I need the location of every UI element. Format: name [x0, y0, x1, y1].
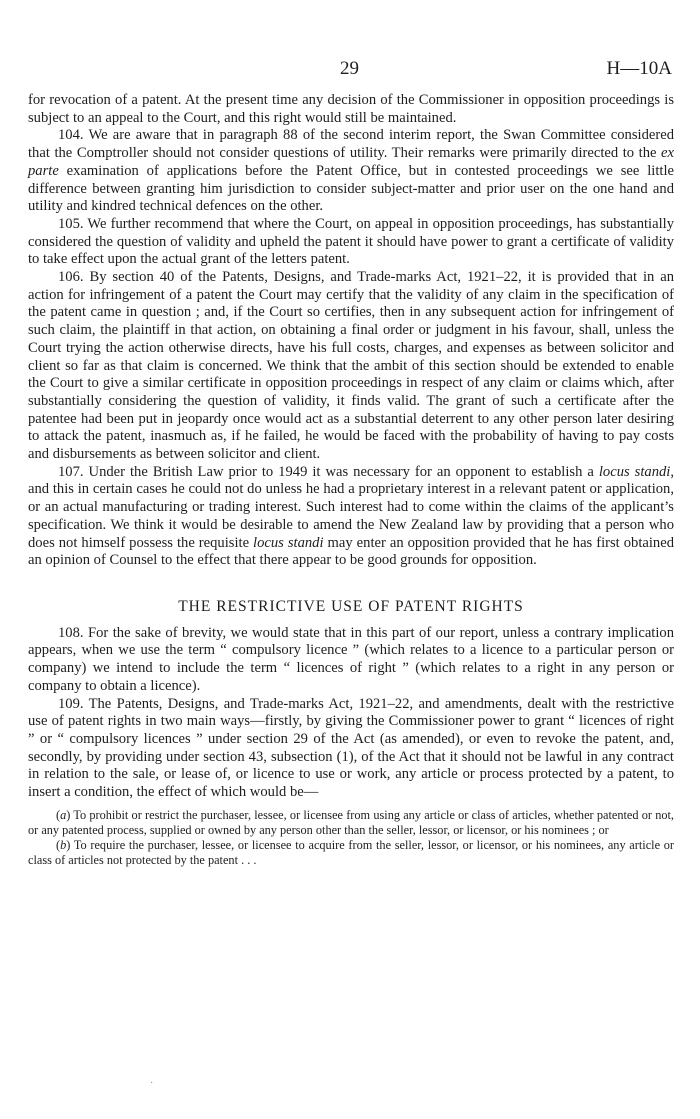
text-run: 104. We are aware that in paragraph 88 of the second interim report, the Swan Committee considered that the Comptroller should not consider questions of utility. Their remarks were primarily directed to the: [28, 127, 674, 162]
italic-text: a: [60, 807, 67, 822]
text-run: (: [56, 807, 61, 822]
text-run: 108. For the sake of brevity, we would state that in this part of our report, unless a contrary implication appears, when we use the term “ compulsory licence ” (which relates to a licence to a particular person or company) we intend to include the term “ licences of right ” (which relates to a right in any person or company to obtain a licence).: [28, 624, 674, 694]
italic-text: locus standi: [253, 534, 324, 551]
paragraph: [28, 625, 674, 696]
report-body: [28, 92, 674, 868]
contract-clauses: [28, 808, 674, 868]
italic-text: ex parte: [28, 145, 674, 179]
footer-mark: ·: [150, 1078, 154, 1089]
document-reference: H—10A: [606, 58, 672, 79]
paragraph: [28, 269, 674, 464]
italic-text: locus standi: [598, 463, 671, 480]
paragraph: [28, 464, 674, 570]
text-run: for revocation of a patent. At the present time any decision of the Commissioner in opposition proceedings is subject to an appeal to the Court, and this right would still be maintained.: [28, 92, 674, 126]
page-header: [0, 58, 700, 82]
text-run: 107. Under the British Law prior to 1949 it was necessary for an opponent to establish a: [58, 463, 599, 480]
page-number: 29: [340, 58, 359, 79]
paragraphs-before-heading: [28, 92, 674, 570]
paragraph: [28, 696, 674, 802]
text-run: examination of applications before the Patent Office, but in contested proceedings we see little difference between granting him jurisdiction to consider subject-matter and prior user on the one hand and utility and kindred technical defences on the other.: [28, 162, 674, 215]
text-run: , and this in certain cases he could not do unless he had a proprietary interest in a relevant patent or application, or an actual manufacturing or trading interest. Such interest had to come within the claims of the applicant’s specification. We think it would be desirable to amend the New Zealand law by providing that a person who does not himself possess the requisite: [28, 463, 674, 551]
text-run: 106. By section 40 of the Patents, Designs, and Trade-marks Act, 1921–22, it is provided that in an action for infringement of a patent the Court may certify that the validity of any claim in the specification of the patent came in question ; and, if the Court so certifies, then in any subsequent action for infringement of such claim, the plaintiff in that action, on obtaining a final order or judgment in his favour, shall, unless the Court trying the action otherwise directs, have his full costs, charges, and expenses as between solicitor and client so far as that claim is concerned. We think that the ambit of this section should be extended to enable the Court to give a similar certificate in opposition proceedings in respect of any claim or claims which, after substantially considering the question of validity, it finds valid. The grant of such a certificate after the patentee had been put in jeopardy once would act as a substantial deterrent to any other person later desiring to attack the patent, inasmuch as, if he failed, he would be faced with the probability of having to pay costs and disbursements as between solicitor and client.: [28, 269, 674, 463]
text-run: 105. We further recommend that where the Court, on appeal in opposition proceedings, has substantially considered the question of validity and upheld the patent it should have power to grant a certificate of validity to take effect upon the actual grant of the letters patent.: [28, 215, 674, 268]
paragraph: [28, 216, 674, 269]
paragraphs-after-heading: [28, 625, 674, 802]
clause: [28, 838, 674, 868]
text-run: ) To require the purchaser, lessee, or licensee to acquire from the seller, lessor, or licensor, or his nominees, any article or class of articles not protected by the patent . . .: [28, 837, 674, 867]
text-run: 109. The Patents, Designs, and Trade-marks Act, 1921–22, and amendments, dealt with the restrictive use of patent rights in two main ways—firstly, by giving the Commissioner power to grant “ licences of right ” or “ compulsory licences ” under section 29 of the Act (as amended), or even to revoke the patent, and, secondly, by providing under section 43, subsection (1), of the Act that it should not be lawful in any contract in relation to the sale, or lease of, or licence to use or work, any article or process protected by a patent, to insert a condition, the effect of which would be—: [28, 695, 674, 801]
paragraph: [28, 127, 674, 216]
text-run: ) To prohibit or restrict the purchaser, lessee, or licensee from using any article or class of articles, whether patented or not, or any patented process, supplied or owned by any person other than the seller, lessor, or licensor, or his nominees ; or: [28, 807, 674, 837]
section-heading: THE RESTRICTIVE USE OF PATENT RIGHTS: [178, 597, 524, 615]
text-run: may enter an opposition provided that he has first obtained an opinion of Counsel to the effect that there appear to be good grounds for opposition.: [28, 534, 674, 569]
paragraph: [28, 92, 674, 127]
italic-text: b: [60, 837, 67, 852]
text-run: (: [56, 837, 61, 852]
clause: [28, 808, 674, 838]
